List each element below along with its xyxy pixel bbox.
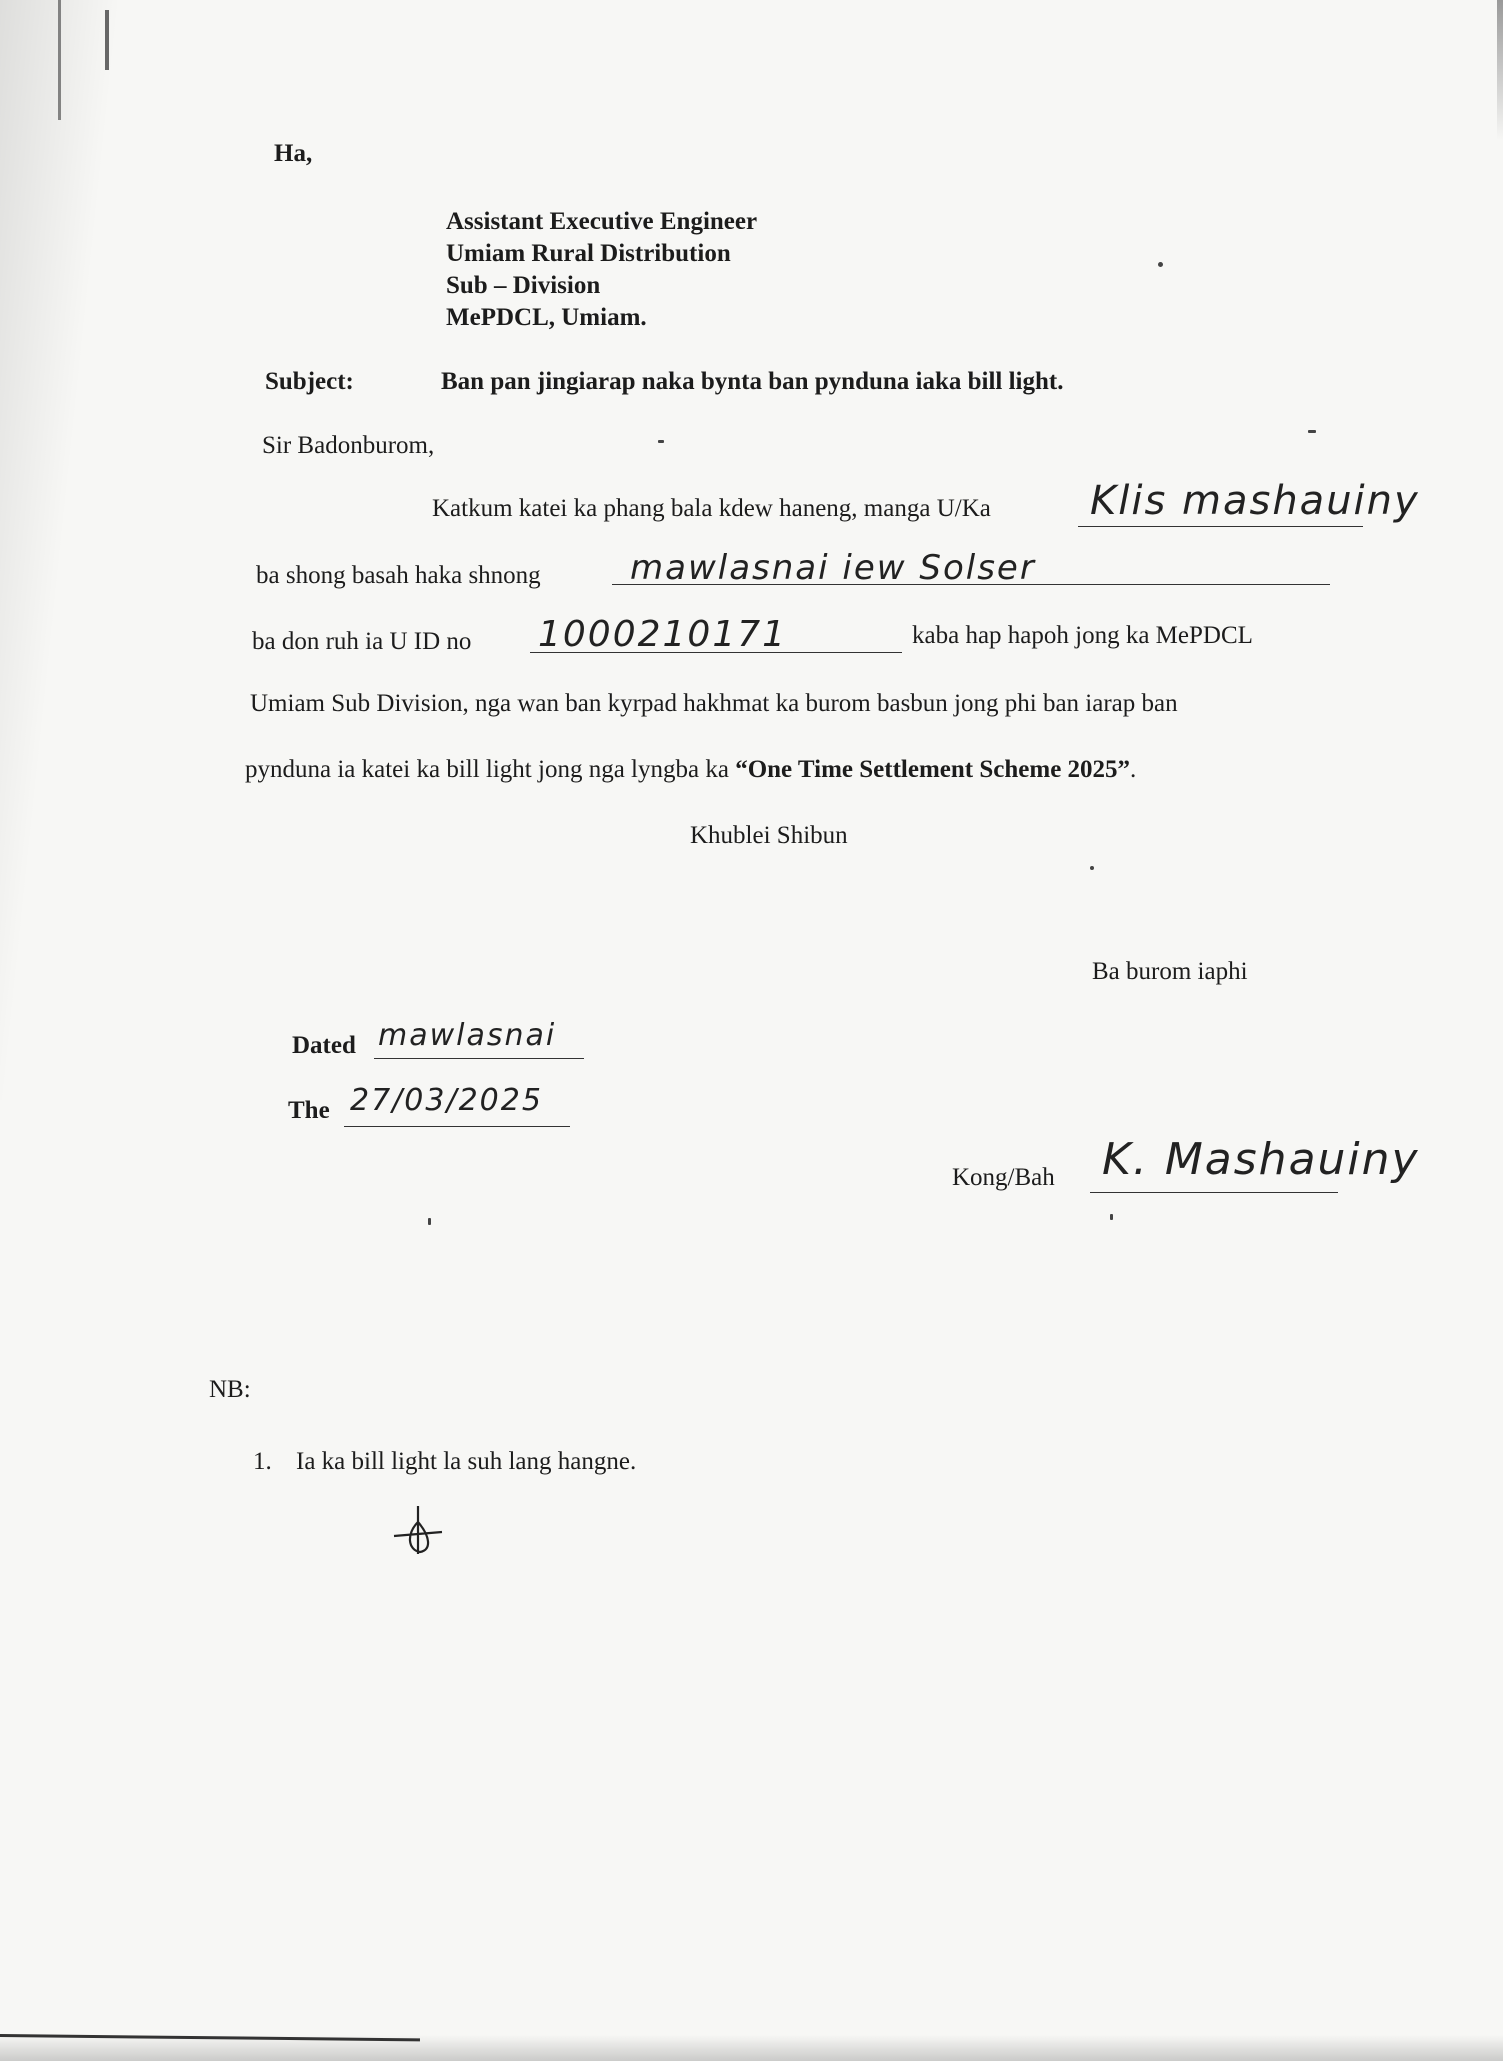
scan-speck <box>428 1218 431 1225</box>
handwritten-name: Klis mashauiny <box>1090 478 1420 524</box>
handwritten-uid: 1000210171 <box>538 614 788 655</box>
scan-artifact <box>1497 0 1503 140</box>
fill-in-line <box>612 584 1330 585</box>
signature-line <box>1090 1192 1338 1193</box>
recipient-line: Sub – Division <box>446 272 601 299</box>
scheme-name: “One Time Settlement Scheme 2025” <box>735 756 1131 783</box>
handwritten-place: mawlasnai <box>378 1018 557 1053</box>
fill-in-line <box>374 1058 584 1059</box>
body-text: . <box>1130 756 1137 783</box>
the-label: The <box>288 1097 330 1124</box>
scan-speck <box>658 440 664 443</box>
nb-item-text: Ia ka bill light la suh lang hangne. <box>296 1448 637 1475</box>
body-line: Katkum katei ka phang bala kdew haneng, manga U/Ka <box>432 495 991 522</box>
dated-label: Dated <box>292 1032 356 1059</box>
fill-in-line <box>344 1126 570 1127</box>
handwritten-signature: K. Mashauiny <box>1102 1134 1420 1185</box>
fill-in-line <box>530 652 902 653</box>
subject-text: Ban pan jingiarap naka bynta ban pynduna iaka bill light. <box>441 368 1064 395</box>
body-line: kaba hap hapoh jong ka MePDCL <box>912 622 1253 649</box>
subject-label: Subject: <box>265 368 354 395</box>
scan-speck <box>1110 1214 1113 1220</box>
body-line: Umiam Sub Division, nga wan ban kyrpad hakhmat ka burom basbun jong phi ban iarap ban <box>250 690 1178 717</box>
recipient-line: Assistant Executive Engineer <box>446 208 758 235</box>
scan-artifact <box>105 10 109 70</box>
scan-speck <box>1158 262 1163 267</box>
closing: Ba burom iaphi <box>1092 958 1248 985</box>
handwritten-village: mawlasnai iew Solser <box>630 548 1036 588</box>
body-line <box>245 756 1136 784</box>
thanks: Khublei Shibun <box>690 822 848 849</box>
body-line: ba shong basah haka shnong <box>256 562 541 589</box>
body-text: pynduna ia katei ka bill light jong nga lyngba ka <box>245 756 729 783</box>
scan-artifact <box>58 0 61 120</box>
body-line: ba don ruh ia U ID no <box>252 628 472 655</box>
nb-item-number: 1. <box>253 1448 272 1475</box>
handwritten-date: 27/03/2025 <box>350 1083 543 1118</box>
recipient-line: MePDCL, Umiam. <box>446 304 647 331</box>
recipient-address <box>446 206 757 334</box>
signature-label: Kong/Bah <box>952 1164 1055 1191</box>
fill-in-line <box>1078 526 1363 527</box>
greeting: Sir Badonburom, <box>262 432 435 459</box>
initial-mark-icon <box>388 1502 448 1562</box>
nb-label: NB: <box>209 1376 251 1403</box>
salutation-to: Ha, <box>274 140 313 167</box>
scan-edge-shadow <box>0 0 120 1100</box>
recipient-line: Umiam Rural Distribution <box>446 240 731 267</box>
scan-speck <box>1090 866 1094 870</box>
scan-speck <box>1308 430 1316 433</box>
